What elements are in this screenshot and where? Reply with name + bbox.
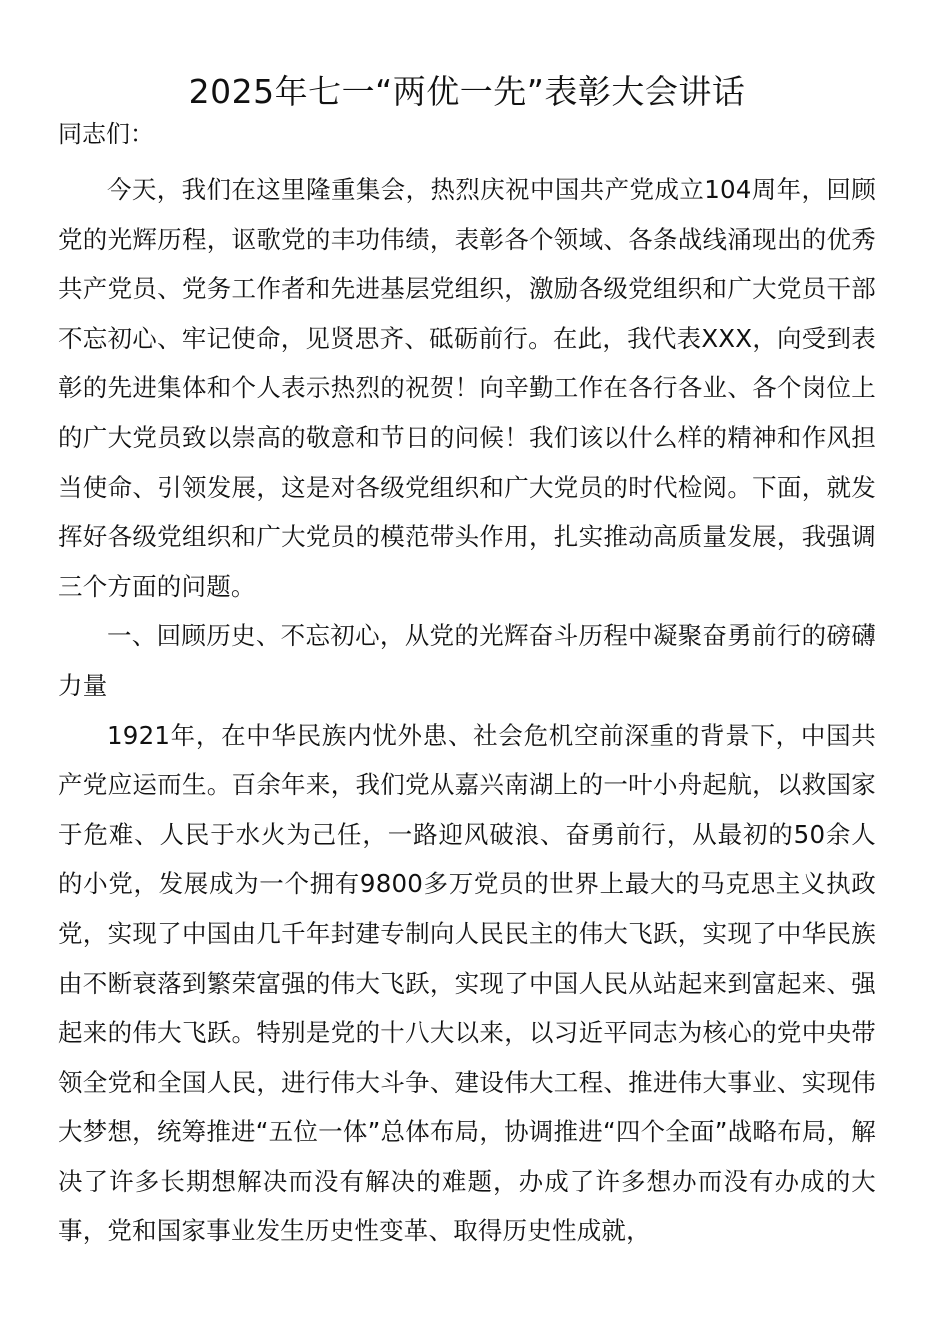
document-title: 2025年七一“两优一先”表彰大会讲话: [188, 72, 746, 111]
opening-paragraph: 今天，我们在这里隆重集会，热烈庆祝中国共产党成立104周年，回顾党的光辉历程，讴歌党的丰功伟绩，表彰各个领域、各条战线涌现出的优秀共产党员、党务工作者和先进基层党组织，激励各级党组织和广大党员干部不忘初心、牢记使命，见贤思齐、砥砺前行。在此，我代表XXX，向受到表彰的先进集体和个人表示热烈的祝贺！向辛勤工作在各行各业、各个岗位上的广大党员致以崇高的敬意和节日的问候！我们该以什么样的精神和作风担当使命、引领发展，这是对各级党组织和广大党员的时代检阅。下面，就发挥好各级党组织和广大党员的模范带头作用，扎实推动高质量发展，我强调三个方面的问题。: [58, 175, 876, 601]
salutation: 同志们：: [58, 120, 154, 148]
section-1-paragraph: 1921年，在中华民族内忧外患、社会危机空前深重的背景下，中国共产党应运而生。百余年来，我们党从嘉兴南湖上的一叶小舟起航，以救国家于危难、人民于水火为己任，一路迎风破浪、奋勇前行，从最初的50余人的小党，发展成为一个拥有9800多万党员的世界上最大的马克思主义执政党，实现了中国由几千年封建专制向人民民主的伟大飞跃，实现了中华民族由不断衰落到繁荣富强的伟大飞跃，实现了中国人民从站起来到富起来、强起来的伟大飞跃。特别是党的十八大以来，以习近平同志为核心的党中央带领全党和全国人民，进行伟大斗争、建设伟大工程、推进伟大事业、实现伟大梦想，统筹推进“五位一体”总体布局，协调推进“四个全面”战略布局，解决了许多长期想解决而没有解决的难题，办成了许多想办而没有办成的大事，党和国家事业发生历史性变革、取得历史性成就，: [58, 720, 876, 1246]
section-heading-1: 一、回顾历史、不忘初心，从党的光辉奋斗历程中凝聚奋勇前行的磅礴力量: [58, 621, 876, 700]
